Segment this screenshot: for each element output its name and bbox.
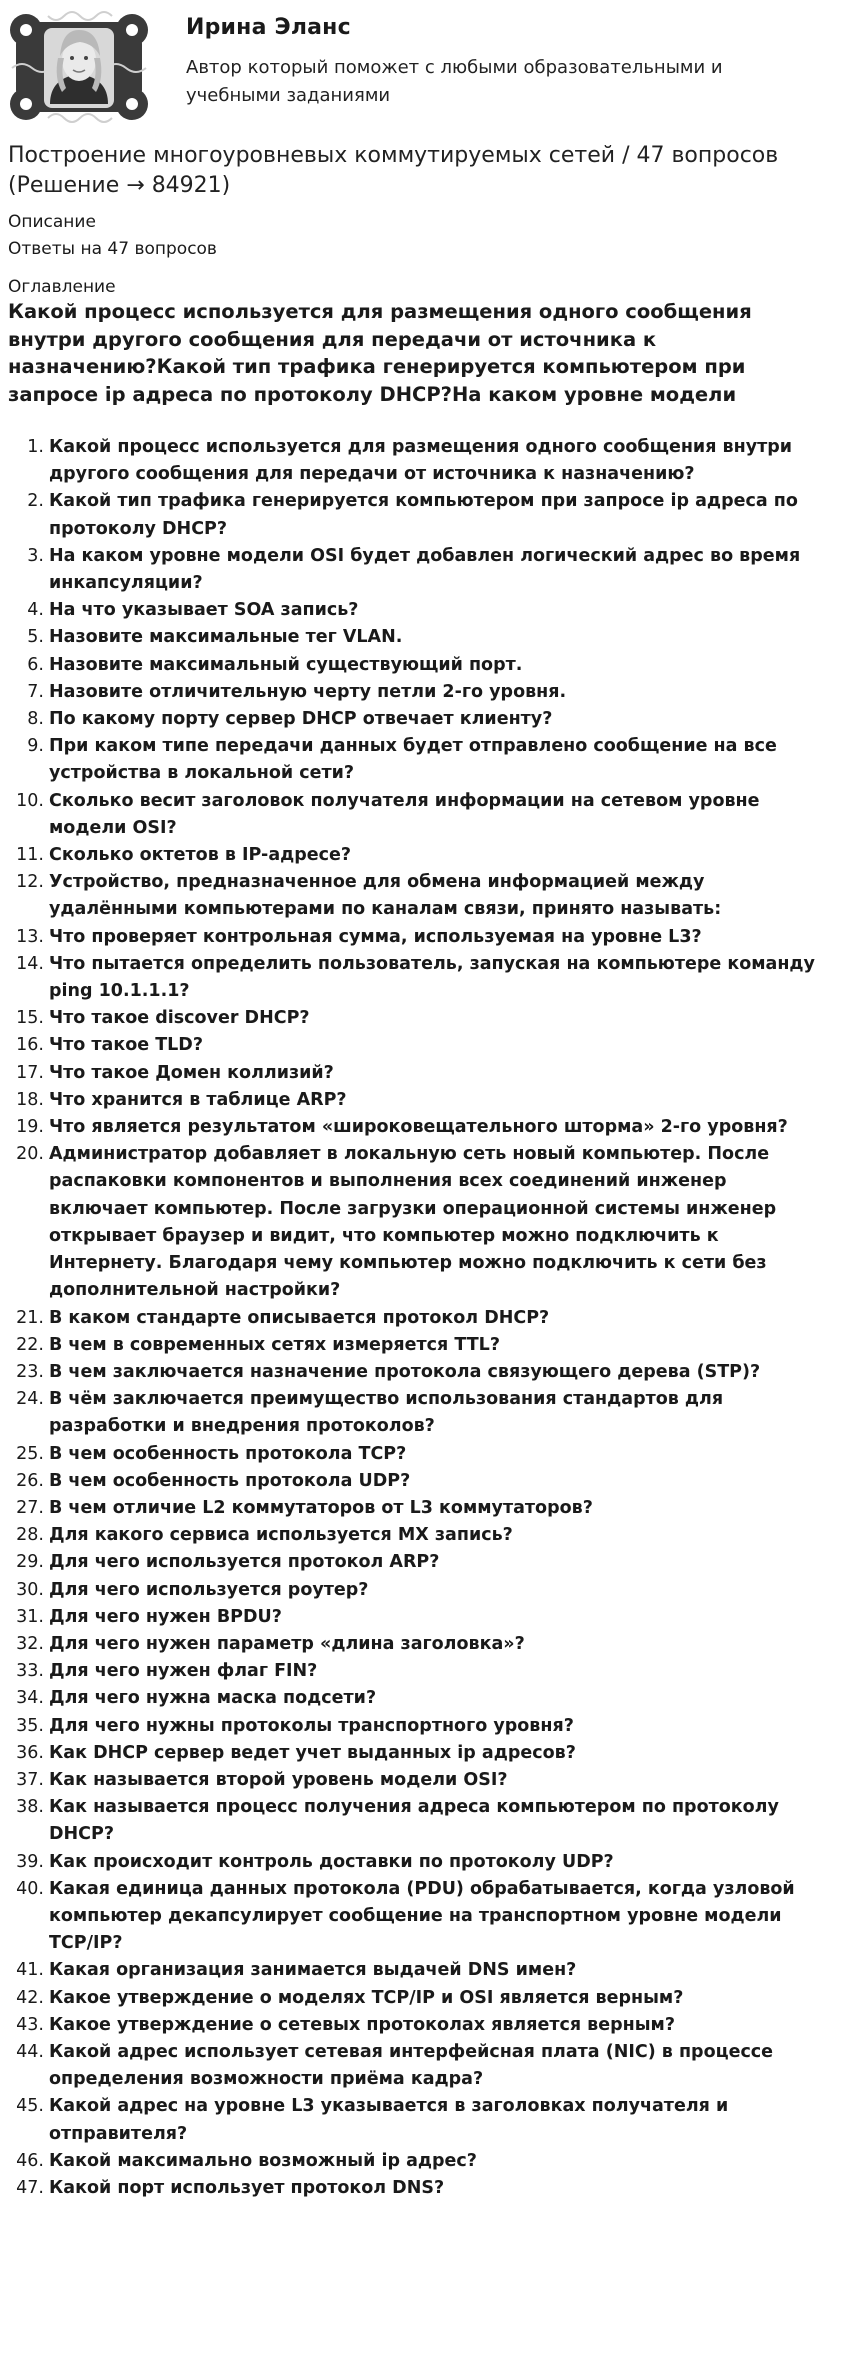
question-link[interactable]: Какой процесс используется для размещения одного сообщения внутри другого сообщения для передачи от источника к назначению? <box>49 437 793 485</box>
question-item <box>0 1141 847 1304</box>
document-title: Построение многоуровневых коммутируемых сетей / 47 вопросов (Решение → 84921) <box>8 143 779 198</box>
question-link[interactable]: Что проверяет контрольная сумма, используемая на уровне L3? <box>49 926 702 947</box>
question-number: 15. <box>16 1008 44 1029</box>
question-number: 29. <box>16 1552 44 1573</box>
question-number: 21. <box>16 1307 44 1328</box>
question-item <box>0 924 847 951</box>
question-item <box>0 1032 847 1059</box>
question-link[interactable]: Назовите максимальные тег VLAN. <box>49 627 403 648</box>
question-item <box>0 2148 847 2175</box>
question-item <box>0 597 847 624</box>
question-number: 42. <box>16 1987 44 2008</box>
question-item <box>0 1468 847 1495</box>
question-link[interactable]: Как происходит контроль доставки по протоколу UDP? <box>49 1851 614 1872</box>
question-link[interactable]: В каком стандарте описывается протокол DHCP? <box>49 1307 550 1328</box>
question-link[interactable]: Какой порт использует протокол DNS? <box>49 2178 445 2198</box>
question-number: 24. <box>16 1389 44 1410</box>
question-link[interactable]: На каком уровне модели OSI будет добавлен логический адрес во время инкапсуляции? <box>49 545 801 594</box>
question-number: 27. <box>16 1497 44 1518</box>
question-number: 11. <box>16 845 44 866</box>
question-item <box>0 951 847 1005</box>
question-number: 26. <box>16 1470 44 1491</box>
author-card <box>8 8 838 128</box>
question-link[interactable]: В чем в современных сетях измеряется TTL? <box>49 1334 500 1355</box>
question-number: 10. <box>16 790 44 811</box>
question-item <box>0 1441 847 1468</box>
question-link[interactable]: Назовите максимальный существующий порт. <box>49 654 523 675</box>
question-number: 13. <box>16 926 44 947</box>
question-item <box>0 1386 847 1440</box>
question-number: 28. <box>16 1525 44 1546</box>
question-number: 34. <box>16 1688 44 1709</box>
question-number: 37. <box>16 1769 44 1790</box>
question-item <box>0 1577 847 1604</box>
question-item <box>0 1740 847 1767</box>
question-number: 22. <box>16 1334 44 1355</box>
question-item <box>0 869 847 923</box>
question-number: 39. <box>16 1851 44 1872</box>
question-link[interactable]: Что пытается определить пользователь, запуская на компьютере команду ping 10.1.1.1? <box>49 953 815 1002</box>
question-item <box>0 2175 847 2202</box>
question-number: 17. <box>16 1062 44 1083</box>
question-link[interactable]: Для чего используется роутер? <box>49 1579 369 1600</box>
question-item <box>0 706 847 733</box>
author-avatar[interactable] <box>8 8 150 126</box>
question-item <box>0 543 847 597</box>
document-summary: Какой процесс используется для размещения одного сообщения внутри другого сообщения для передачи от источника к назначению?Какой тип трафика генерируется компьютером при запросе ip адреса по протоколу DHCP?На каком уровне модели <box>8 300 752 406</box>
question-link[interactable]: Какой адрес использует сетевая интерфейсная плата (NIC) в процессе определения возможности приёма кадра? <box>49 2041 774 2090</box>
question-link[interactable]: Что такое discover DHCP? <box>49 1008 310 1029</box>
question-item <box>0 1495 847 1522</box>
question-link[interactable]: Какой максимально возможный ip адрес? <box>49 2150 477 2171</box>
question-number: 5. <box>27 627 44 648</box>
question-number: 35. <box>16 1715 44 1736</box>
question-item <box>0 2012 847 2039</box>
question-item <box>0 1549 847 1576</box>
question-item <box>0 652 847 679</box>
question-item <box>0 624 847 651</box>
question-number: 47. <box>16 2178 44 2198</box>
question-number: 2. <box>27 491 44 512</box>
question-number: 8. <box>27 709 44 730</box>
question-item <box>0 1305 847 1332</box>
question-item <box>0 1985 847 2012</box>
question-item <box>0 1332 847 1359</box>
question-link[interactable]: Какая организация занимается выдачей DNS имен? <box>49 1960 577 1981</box>
question-item <box>0 1087 847 1114</box>
question-item <box>0 1957 847 1984</box>
question-item <box>0 1060 847 1087</box>
question-link[interactable]: Что такое TLD? <box>49 1035 203 1056</box>
question-item <box>0 1359 847 1386</box>
question-item <box>0 1631 847 1658</box>
question-number: 4. <box>27 600 44 621</box>
question-link[interactable]: Сколько весит заголовок получателя информации на сетевом уровне модели OSI? <box>49 790 760 838</box>
question-link[interactable]: Что такое Домен коллизий? <box>49 1062 334 1083</box>
question-number: 45. <box>16 2096 44 2117</box>
author-name[interactable]: Ирина Эланс <box>186 15 351 40</box>
question-number: 44. <box>16 2041 44 2062</box>
question-link[interactable]: По какому порту сервер DHCP отвечает клиенту? <box>49 709 553 730</box>
question-link[interactable]: В чём заключается преимущество использования стандартов для разработки и внедрения протоколов? <box>49 1389 724 1437</box>
question-item <box>0 1685 847 1712</box>
question-link[interactable]: Для чего нужна маска подсети? <box>49 1688 377 1709</box>
question-item <box>0 733 847 787</box>
question-link[interactable]: Какой адрес на уровне L3 указывается в заголовках получателя и отправителя? <box>49 2096 729 2144</box>
question-number: 31. <box>16 1606 44 1627</box>
question-number: 25. <box>16 1443 44 1464</box>
question-number: 7. <box>27 681 44 702</box>
question-item <box>0 1005 847 1032</box>
question-link[interactable]: Что хранится в таблице ARP? <box>49 1089 347 1110</box>
question-item <box>0 1522 847 1549</box>
question-item <box>0 1849 847 1876</box>
question-item <box>0 1876 847 1958</box>
question-link[interactable]: Назовите отличительную черту петли 2-го уровня. <box>49 681 567 702</box>
question-item <box>0 679 847 706</box>
question-item <box>0 1713 847 1740</box>
question-item <box>0 488 847 542</box>
question-link[interactable]: Для чего нужен BPDU? <box>49 1606 282 1627</box>
question-link[interactable]: В чем особенность протокола TCP? <box>49 1443 407 1464</box>
question-link[interactable]: Что является результатом «широковещательного шторма» 2-го уровня? <box>49 1117 788 1138</box>
question-link[interactable]: Какое утверждение о моделях TCP/IP и OSI является верным? <box>49 1987 684 2008</box>
question-number: 38. <box>16 1797 44 1818</box>
question-link[interactable]: Как DHCP сервер ведет учет выданных ip адресов? <box>49 1742 576 1763</box>
question-item <box>0 434 847 488</box>
author-description: Автор который поможет с любыми образовательными и учебными заданиями <box>186 57 723 106</box>
question-number: 41. <box>16 1960 44 1981</box>
question-link[interactable]: Сколько октетов в IP-адресе? <box>49 845 352 866</box>
question-link[interactable]: Для чего используется протокол ARP? <box>49 1552 440 1573</box>
question-item <box>0 1658 847 1685</box>
question-link[interactable]: В чем особенность протокола UDP? <box>49 1470 411 1491</box>
question-number: 6. <box>27 654 44 675</box>
question-list <box>0 434 847 2202</box>
question-link[interactable]: В чем отличие L2 коммутаторов от L3 коммутаторов? <box>49 1497 593 1518</box>
question-number: 12. <box>16 872 44 893</box>
question-link[interactable]: Для какого сервиса используется MX запись? <box>49 1525 513 1546</box>
question-number: 3. <box>27 545 44 566</box>
question-number: 33. <box>16 1661 44 1682</box>
question-link[interactable]: На что указывает SOA запись? <box>49 600 359 621</box>
question-link[interactable]: Какой тип трафика генерируется компьютером при запросе ip адреса по протоколу DHCP? <box>49 491 798 539</box>
question-number: 46. <box>16 2150 44 2171</box>
question-link[interactable]: Для чего нужен параметр «длина заголовка»? <box>49 1633 525 1654</box>
question-link[interactable]: Администратор добавляет в локальную сеть новый компьютер. После распаковки компонентов и выполнения всех соединений инженер включает компьютер. После загрузки операционной системы инженер открывает браузер и видит, что компьютер можно подключить к Интернету. Благодаря чему компьютер можно подключить к сети без дополнительной настройки? <box>49 1144 777 1301</box>
question-number: 32. <box>16 1633 44 1654</box>
question-number: 14. <box>16 953 44 974</box>
description-label: Описание <box>8 212 96 232</box>
question-number: 43. <box>16 2014 44 2035</box>
question-number: 36. <box>16 1742 44 1763</box>
question-link[interactable]: Устройство, предназначенное для обмена информацией между удалёнными компьютерами по каналам связи, принято называть: <box>49 872 722 920</box>
question-link[interactable]: Как называется процесс получения адреса компьютером по протоколу DHCP? <box>49 1797 779 1845</box>
question-number: 1. <box>27 437 44 457</box>
question-number: 40. <box>16 1878 44 1899</box>
question-item <box>0 1767 847 1794</box>
question-item <box>0 2039 847 2093</box>
question-number: 20. <box>16 1144 44 1165</box>
question-link[interactable]: Как называется второй уровень модели OSI? <box>49 1769 508 1790</box>
question-link[interactable]: В чем заключается назначение протокола связующего дерева (STP)? <box>49 1361 761 1382</box>
question-number: 23. <box>16 1361 44 1382</box>
question-link[interactable]: Для чего нужны протоколы транспортного уровня? <box>49 1715 574 1736</box>
question-number: 16. <box>16 1035 44 1056</box>
question-link[interactable]: Какое утверждение о сетевых протоколах является верным? <box>49 2014 676 2035</box>
question-item <box>0 788 847 842</box>
question-item <box>0 1604 847 1631</box>
question-number: 19. <box>16 1117 44 1138</box>
question-number: 9. <box>27 736 44 757</box>
question-item <box>0 1794 847 1848</box>
toc-label: Оглавление <box>8 277 116 297</box>
answers-count-label: Ответы на 47 вопросов <box>8 239 217 259</box>
question-item <box>0 1114 847 1141</box>
question-item <box>0 2093 847 2147</box>
question-link[interactable]: Какая единица данных протокола (PDU) обрабатывается, когда узловой компьютер декапсулирует сообщение на транспортном уровне модели TCP/IP? <box>49 1878 795 1954</box>
question-link[interactable]: Для чего нужен флаг FIN? <box>49 1661 318 1682</box>
question-number: 30. <box>16 1579 44 1600</box>
question-item <box>0 842 847 869</box>
question-number: 18. <box>16 1089 44 1110</box>
question-link[interactable]: При каком типе передачи данных будет отправлено сообщение на все устройства в локальной сети? <box>49 736 777 784</box>
